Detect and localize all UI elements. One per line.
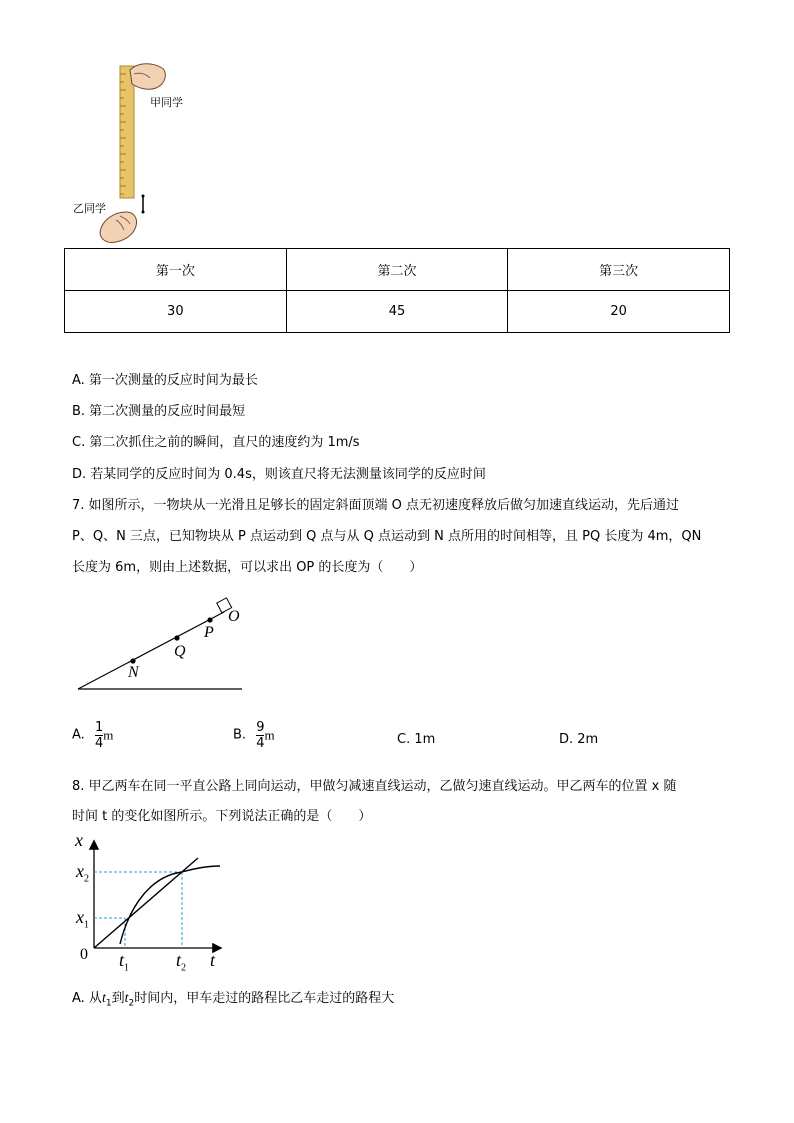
fraction-denominator: 4 — [94, 736, 104, 751]
q7-option-b — [233, 720, 275, 751]
x1-tick-label — [76, 907, 89, 931]
t1-symbol: t — [101, 991, 106, 1006]
q7-stem-line1: 7. 如图所示，一物块从一光滑且足够长的固定斜面顶端 O 点无初速度释放后做匀加速直线运动，先后通过 — [72, 498, 680, 513]
q7-option-b-unit: m — [264, 727, 275, 743]
t1-subscript: 1 — [124, 962, 130, 974]
q6-option-b: B. 第二次测量的反应时间最短 — [72, 404, 246, 419]
x1-symbol: x — [76, 907, 84, 927]
q6-option-c: C. 第二次抓住之前的瞬间，直尺的速度约为 1m/s — [72, 435, 360, 450]
table-cell: 45 — [286, 291, 508, 333]
t1-symbol: t — [119, 950, 125, 970]
point-q-label: Q — [174, 643, 186, 660]
t2-tick-label — [176, 950, 186, 974]
table-cell: 20 — [508, 291, 730, 333]
q6-option-d: D. 若某同学的反应时间为 0.4s，则该直尺将无法测量该同学的反应时间 — [72, 467, 486, 482]
x2-symbol: x — [76, 861, 84, 881]
q8-option-a — [72, 990, 394, 1013]
y-axis-label: x — [75, 830, 83, 850]
q8-stem-line1: 8. 甲乙两车在同一平直公路上同向运动，甲做匀减速直线运动，乙做匀速直线运动。甲乙两车的位置 x 随 — [72, 779, 677, 794]
q7-option-a-unit: m — [103, 727, 114, 743]
measurement-table — [64, 248, 730, 333]
point-o-label: O — [228, 608, 240, 625]
table-cell: 30 — [65, 291, 287, 333]
q7-option-a-fraction — [95, 720, 103, 751]
q8-stem-line2: 时间 t 的变化如图所示。下列说法正确的是（ ） — [72, 809, 372, 824]
table-header-row — [65, 249, 730, 291]
xt-graph — [70, 834, 230, 974]
t2-subscript: 2 — [181, 962, 187, 974]
table-header-cell: 第二次 — [286, 249, 508, 291]
point-p-label: P — [204, 624, 214, 641]
fraction-numerator: 9 — [256, 720, 265, 735]
t2-subscript: 2 — [128, 998, 135, 1009]
t2-symbol: t — [176, 950, 182, 970]
fraction-numerator: 1 — [94, 720, 104, 735]
q6-option-a: A. 第一次测量的反应时间为最长 — [72, 373, 258, 388]
q7-option-b-prefix: B. — [233, 727, 247, 743]
x-axis-label: t — [210, 950, 216, 970]
origin-label: 0 — [80, 946, 88, 963]
label-jia: 甲同学 — [150, 96, 183, 109]
q8-option-a-prefix: A. 从 — [72, 991, 102, 1006]
table-header-cell: 第一次 — [65, 249, 287, 291]
t1-subscript: 1 — [105, 998, 112, 1009]
q8-option-a-suffix: 时间内，甲车走过的路程比乙车走过的路程大 — [134, 991, 395, 1006]
incline-figure — [74, 596, 250, 696]
q7-stem-line2: P、Q、N 三点，已知物块从 P 点运动到 Q 点与从 Q 点运动到 N 点所用的时间相等，且 PQ 长度为 4m，QN — [72, 529, 702, 544]
ruler-figure — [90, 60, 200, 250]
q7-option-d: D. 2m — [559, 732, 599, 747]
table-header-cell: 第三次 — [508, 249, 730, 291]
q8-option-a-mid: 到 — [111, 991, 125, 1006]
point-n-label: N — [128, 664, 139, 681]
t2-symbol: t — [124, 991, 129, 1006]
x2-subscript: 2 — [84, 873, 89, 885]
q7-option-c: C. 1m — [397, 732, 436, 747]
x2-tick-label — [76, 861, 89, 885]
label-yi: 乙同学 — [73, 202, 106, 215]
t1-tick-label — [119, 950, 129, 974]
x1-subscript: 1 — [84, 919, 89, 931]
q7-stem-line3: 长度为 6m，则由上述数据，可以求出 OP 的长度为（ ） — [72, 560, 423, 575]
fraction-denominator: 4 — [256, 736, 265, 751]
q7-option-a-prefix: A. — [72, 727, 85, 743]
table-row — [65, 291, 730, 333]
q7-option-a — [72, 720, 113, 751]
